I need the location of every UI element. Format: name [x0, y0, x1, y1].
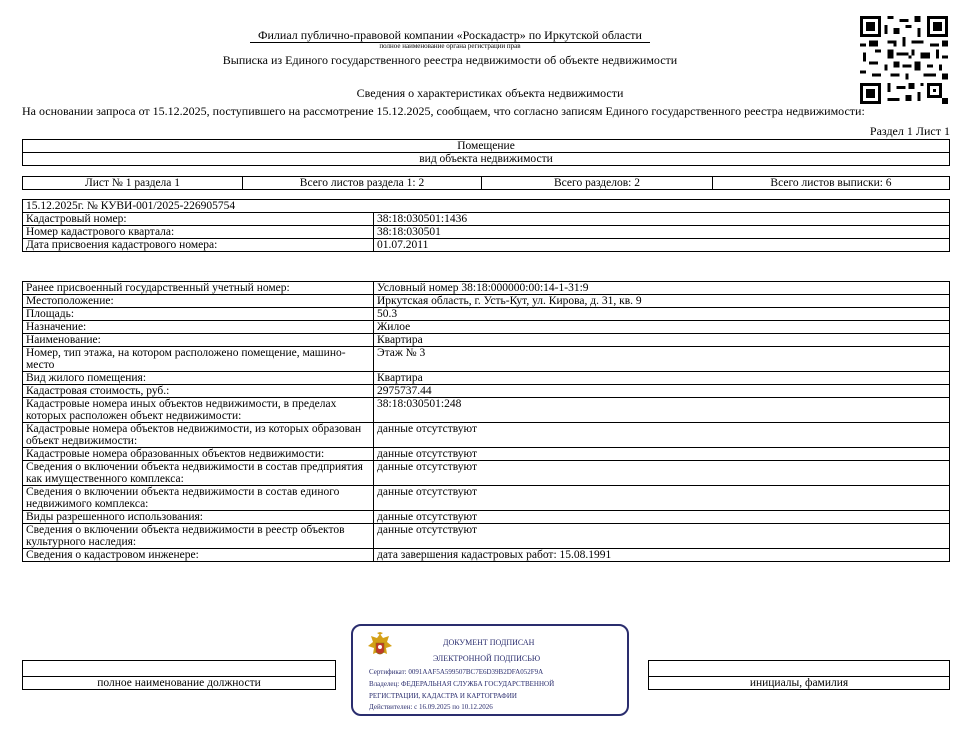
qr-code-icon — [860, 14, 948, 106]
row-label: Дата присвоения кадастрового номера: — [23, 239, 374, 252]
row-label: Назначение: — [23, 321, 374, 334]
table-row — [23, 334, 950, 347]
object-type-table — [22, 139, 950, 166]
position-caption: полное наименование должности — [23, 677, 336, 690]
row-value: данные отсутствуют — [374, 461, 950, 486]
table-row — [23, 308, 950, 321]
table-row — [23, 385, 950, 398]
total-sections: Всего разделов: 2 — [482, 177, 713, 190]
table-row — [23, 448, 950, 461]
row-label: Кадастровые номера объектов недвижимости, из которых образован объект недвижимости: — [23, 423, 374, 448]
object-type-caption: вид объекта недвижимости — [23, 153, 950, 166]
sheet-number: Лист № 1 раздела 1 — [23, 177, 243, 190]
row-value: Жилое — [374, 321, 950, 334]
row-label: Сведения о включении объекта недвижимости в состав предприятия как имущественного комплекса: — [23, 461, 374, 486]
row-value: дата завершения кадастровых работ: 15.08.1991 — [374, 549, 950, 562]
cadastral-main-table — [22, 199, 950, 252]
table-row — [23, 347, 950, 372]
stamp-certificate: Сертификат: 0091AAF5A599507BC7E6D39B2DFA052F9A — [369, 668, 544, 676]
table-row — [23, 423, 950, 448]
table-row — [23, 511, 950, 524]
row-value: данные отсутствуют — [374, 511, 950, 524]
table-row — [23, 549, 950, 562]
table-row — [23, 486, 950, 511]
row-value: 38:18:030501:248 — [374, 398, 950, 423]
row-value: 50.3 — [374, 308, 950, 321]
table-row — [23, 226, 950, 239]
row-label: Ранее присвоенный государственный учетный номер: — [23, 282, 374, 295]
total-sheets-extract: Всего листов выписки: 6 — [713, 177, 950, 190]
row-value: 38:18:030501:1436 — [374, 213, 950, 226]
row-label: Сведения о включении объекта недвижимости в реестр объектов культурного наследия: — [23, 524, 374, 549]
row-label: Вид жилого помещения: — [23, 372, 374, 385]
row-value: данные отсутствуют — [374, 486, 950, 511]
row-value: 01.07.2011 — [374, 239, 950, 252]
section-sheet-label: Раздел 1 Лист 1 — [869, 124, 950, 138]
table-row — [23, 213, 950, 226]
stamp-title-line1: ДОКУМЕНТ ПОДПИСАН — [443, 638, 535, 647]
stamp-validity: Действителен: с 16.09.2025 по 10.12.2026 — [369, 703, 493, 711]
document-number: 15.12.2025г. № КУВИ-001/2025-226905754 — [23, 200, 950, 213]
row-value: 2975737.44 — [374, 385, 950, 398]
row-label: Площадь: — [23, 308, 374, 321]
table-row — [23, 282, 950, 295]
row-value: Квартира — [374, 372, 950, 385]
table-row — [23, 295, 950, 308]
name-caption: инициалы, фамилия — [649, 677, 950, 690]
table-row — [23, 461, 950, 486]
row-label: Номер кадастрового квартала: — [23, 226, 374, 239]
row-label: Кадастровые номера образованных объектов недвижимости: — [23, 448, 374, 461]
row-value: 38:18:030501 — [374, 226, 950, 239]
row-value: Иркутская область, г. Усть-Кут, ул. Кирова, д. 31, кв. 9 — [374, 295, 950, 308]
row-value: данные отсутствуют — [374, 423, 950, 448]
stamp-owner-line2: РЕГИСТРАЦИИ, КАДАСТРА И КАРТОГРАФИИ — [369, 692, 517, 700]
extract-title: Выписка из Единого государственного реестра недвижимости об объекте недвижимости — [222, 53, 678, 67]
row-value: Квартира — [374, 334, 950, 347]
row-label: Наименование: — [23, 334, 374, 347]
stamp-owner-line1: Владелец: ФЕДЕРАЛЬНАЯ СЛУЖБА ГОСУДАРСТВЕННОЙ — [369, 680, 555, 688]
row-label: Сведения о включении объекта недвижимости в состав единого недвижимого комплекса: — [23, 486, 374, 511]
table-row — [23, 524, 950, 549]
total-sheets-section: Всего листов раздела 1: 2 — [243, 177, 482, 190]
row-value: данные отсутствуют — [374, 524, 950, 549]
table-row — [23, 321, 950, 334]
coat-of-arms-icon — [367, 632, 393, 662]
cadastral-details-table — [22, 281, 950, 562]
row-label: Кадастровый номер: — [23, 213, 374, 226]
row-label: Кадастровые номера иных объектов недвижимости, в пределах которых расположен объект недвижимости: — [23, 398, 374, 423]
table-row — [23, 239, 950, 252]
extract-subtitle: Сведения о характеристиках объекта недвижимости — [356, 86, 624, 100]
sheets-table — [22, 176, 950, 190]
electronic-signature-stamp — [351, 624, 629, 716]
row-value: Условный номер 38:18:000000:00:14-1-31:9 — [374, 282, 950, 295]
row-label: Номер, тип этажа, на котором расположено помещение, машино-место — [23, 347, 374, 372]
row-value: Этаж № 3 — [374, 347, 950, 372]
row-value: данные отсутствуют — [374, 448, 950, 461]
row-label: Сведения о кадастровом инженере: — [23, 549, 374, 562]
row-label: Виды разрешенного использования: — [23, 511, 374, 524]
stamp-title-line2: ЭЛЕКТРОННОЙ ПОДПИСЬЮ — [433, 654, 541, 663]
registry-office-caption: полное наименование органа регистрации прав — [379, 42, 521, 50]
row-label: Кадастровая стоимость, руб.: — [23, 385, 374, 398]
intro-text: На основании запроса от 15.12.2025, поступившего на рассмотрение 15.12.2025, сообщаем, что согласно записям Единого государственного реестра недвижимости: — [22, 104, 865, 118]
table-row — [23, 398, 950, 423]
table-row — [23, 372, 950, 385]
row-label: Местоположение: — [23, 295, 374, 308]
object-type: Помещение — [23, 140, 950, 153]
registry-office-name: Филиал публично-правовой компании «Роскадастр» по Иркутской области — [250, 28, 650, 43]
